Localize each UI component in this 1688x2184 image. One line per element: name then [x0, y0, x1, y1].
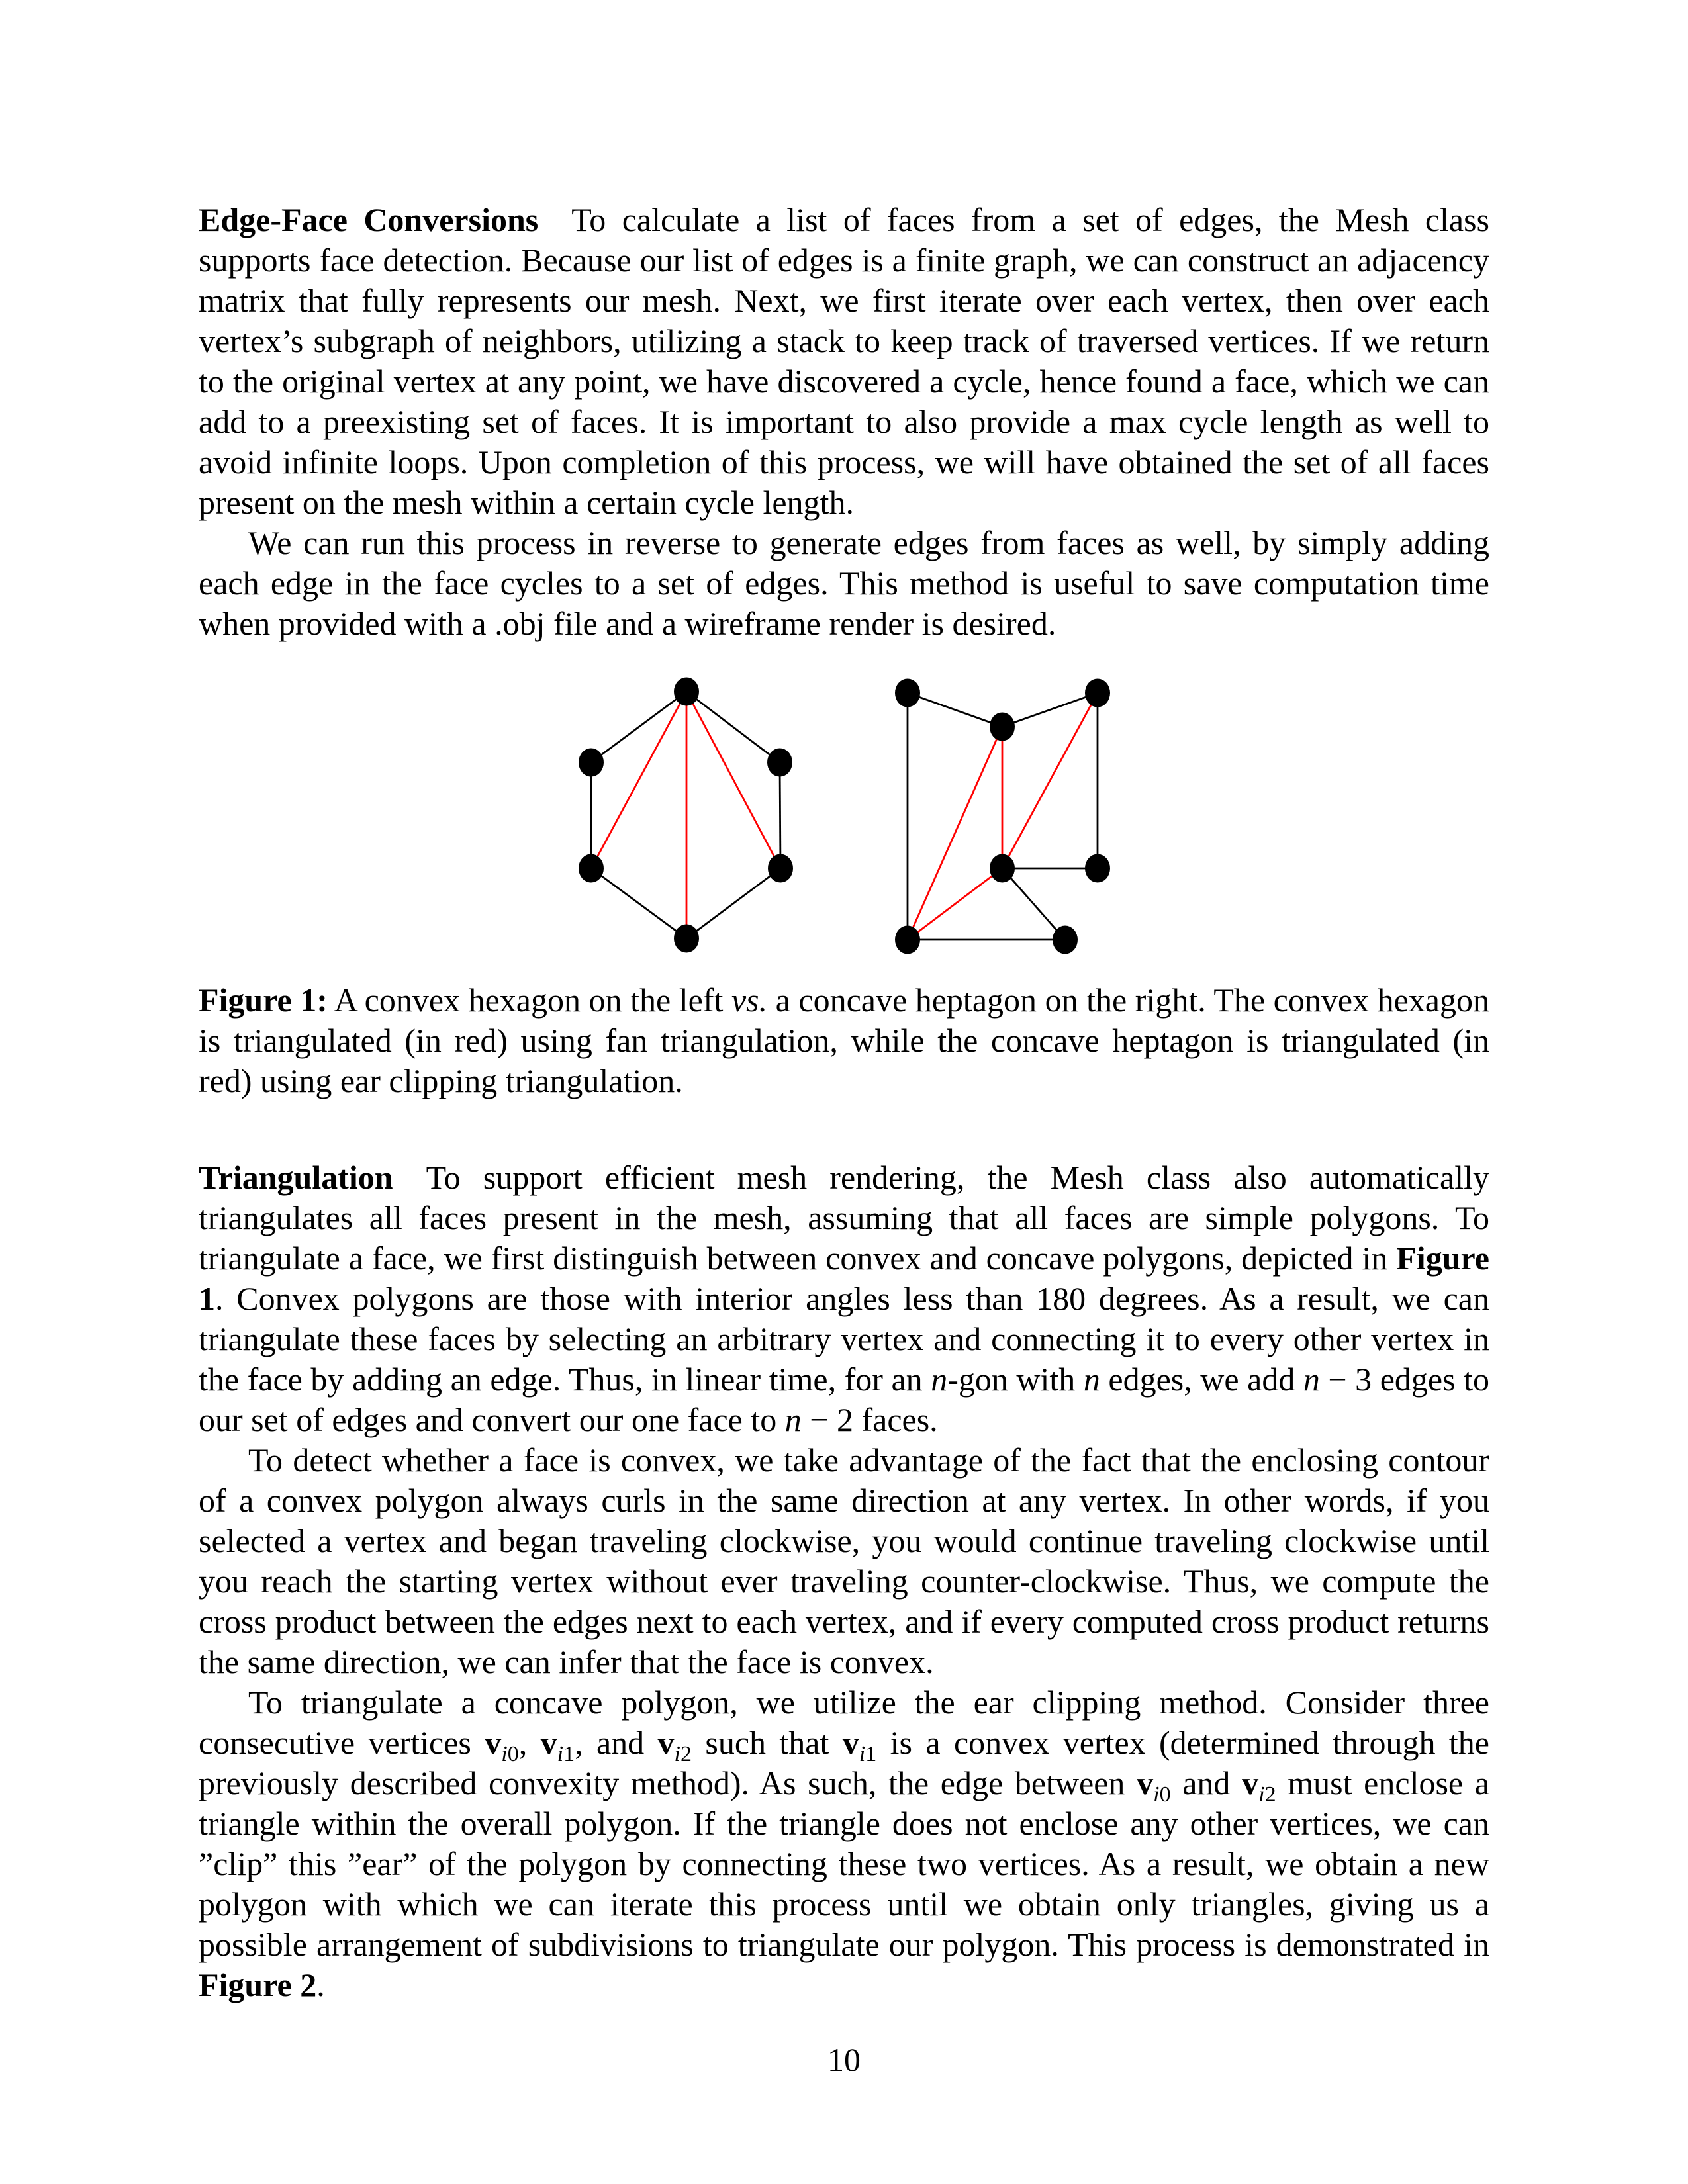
concave-heptagon-polygon-edge [1002, 868, 1065, 940]
text-run: i [1258, 1782, 1265, 1807]
text-run: v [540, 1724, 557, 1761]
text-run: i [501, 1742, 508, 1766]
text-run: i [1153, 1782, 1160, 1807]
text-run: 1 [865, 1742, 877, 1766]
figure-1 [199, 665, 1489, 966]
text-run: i [859, 1742, 866, 1766]
text-run: v [842, 1724, 859, 1761]
text-run: To calculate a list of faces from a set of edges, the Mesh class supports face detection. Because our list of edges is a finite graph, we can construct an adjacency matrix that fully represents our mesh. Next, we first iterate over each vertex, then over each vertex’s subgraph of neighbors, utilizing a stack to keep track of traversed vertices. If we return to the original vertex at any point, we have discovered a cycle, hence found a face, which we can add to a preexisting set of faces. It is important to also provide a max cycle length as well to avoid infinite loops. Upon completion of this process, we will have obtained the set of all faces present on the mesh within a certain cycle length. [199, 201, 1490, 521]
convex-hexagon-triangulation-edge [591, 692, 686, 868]
convex-hexagon-polygon-edge [686, 868, 780, 938]
concave-heptagon-vertex-top-right [1085, 679, 1110, 707]
text-run: 0 [507, 1742, 519, 1766]
text-run: . Convex polygons are those with interior angles less than 180 degrees. As a result, we can triangulate these faces by selecting an arbitrary vertex and connecting it to every other vertex in the face by adding an edge. Thus, in linear time, for an [199, 1280, 1489, 1398]
convex-hexagon-vertex-upper-left [579, 749, 604, 777]
text-run: is a convex vertex (determined through the previously described convexity method). As such, the edge between [199, 1724, 1489, 1801]
convex-hexagon-vertex-lower-left [579, 854, 604, 883]
text-run: i [674, 1742, 680, 1766]
concave-heptagon-triangulation-edge [1002, 693, 1098, 868]
concave-heptagon-polygon-edge [1002, 693, 1098, 727]
concave-heptagon-vertex-bottom-left [895, 926, 920, 954]
text-run: 0 [1159, 1782, 1171, 1807]
concave-heptagon-vertex-center [990, 854, 1015, 883]
text-run: 2 [1264, 1782, 1276, 1807]
paragraph-edge-face-conversions [199, 200, 1489, 523]
text-run: v [1242, 1764, 1259, 1801]
convex-hexagon-polygon-edge [591, 692, 686, 762]
concave-heptagon-triangulation-edge [908, 868, 1002, 940]
text-run: To support efficient mesh rendering, the Mesh class also automatically triangulates all faces present in the mesh, assuming that all faces are simple polygons. To triangulate a face, we first distinguish between convex and concave polygons, depicted in [199, 1159, 1489, 1277]
text-run: n [1083, 1361, 1100, 1398]
concave-heptagon-vertex-bottom-right [1053, 926, 1078, 954]
concave-heptagon-polygon-edge [908, 693, 1002, 727]
text-run: − 2 faces. [801, 1401, 938, 1438]
convex-hexagon-vertex-lower-right [768, 854, 793, 883]
text-run: Edge-Face Conversions [199, 201, 539, 238]
text-run: To triangulate a concave polygon, we utilize the ear clipping method. Consider three consecutive vertices [199, 1684, 1489, 1761]
text-run: v [1137, 1764, 1154, 1801]
concave-heptagon-vertex-right [1085, 854, 1110, 883]
text-run: 1 [563, 1742, 575, 1766]
text-run: A convex hexagon on the left [327, 981, 731, 1019]
text-run: We can run this process in reverse to generate edges from faces as well, by simply adding each edge in the face cycles to a set of edges. This method is useful to save computation time when provided with a .obj file and a wireframe render is desired. [199, 524, 1489, 642]
paragraph-reverse-process [199, 523, 1489, 644]
text-run: To detect whether a face is convex, we take advantage of the fact that the enclosing contour of a convex polygon always curls in the same direction at any vertex. In other words, if you selected a vertex and began traveling clockwise, you would continue traveling clockwise until you reach the starting vertex without ever traveling counter-clockwise. Thus, we compute the cross product between the edges next to each vertex, and if every computed cross product returns the same direction, we can infer that the face is convex. [199, 1441, 1489, 1680]
text-run: v [485, 1724, 502, 1761]
paragraph-triangulation [199, 1158, 1489, 1440]
text-run: n [1303, 1361, 1320, 1398]
paragraph-convexity-detection [199, 1440, 1489, 1682]
text-run: . [316, 1966, 325, 2003]
text-run: a concave heptagon on the right. The convex hexagon is triangulated (in red) using fan triangulation, while the concave heptagon is triangulated (in red) using ear clipping triangulation. [199, 981, 1489, 1099]
text-run: Figure 1 [199, 1240, 1489, 1317]
text-run: -gon with [947, 1361, 1084, 1398]
text-run: such that [691, 1724, 843, 1761]
figure-1-caption [199, 980, 1489, 1101]
text-run: must enclose a triangle within the overall polygon. If the triangle does not enclose any other vertices, we can ”clip” this ”ear” of the polygon by connecting these two vertices. As a result, we obtain a new polygon with which we can iterate this process until we obtain only triangles, giving us a possible arrangement of subdivisions to triangulate our polygon. This process is demonstrated in [199, 1764, 1489, 1963]
convex-hexagon-vertex-top [674, 678, 699, 706]
text-run: − 3 edges to our set of edges and convert our one face to [199, 1361, 1489, 1438]
concave-heptagon-vertex-top-middle [990, 713, 1015, 741]
concave-heptagon-triangulation-edge [908, 727, 1002, 940]
text-run: , [518, 1724, 541, 1761]
page-number: 10 [827, 2041, 861, 2078]
text-run: edges, we add [1100, 1361, 1303, 1398]
text-run: , and [575, 1724, 658, 1761]
text-run: Figure 1: [199, 981, 328, 1019]
convex-hexagon-polygon-edge [591, 868, 686, 938]
convex-hexagon-triangulation-edge [686, 692, 780, 868]
text-run: Triangulation [199, 1159, 393, 1196]
text-run: v [657, 1724, 675, 1761]
text-run: n [931, 1361, 948, 1398]
concave-heptagon-vertex-top-left [895, 679, 920, 707]
text-run: vs. [731, 981, 768, 1019]
text-run: n [784, 1401, 802, 1438]
text-run: Figure 2 [199, 1966, 317, 2003]
figure-1-graphic [549, 665, 1125, 966]
paragraph-ear-clipping [199, 1682, 1489, 2005]
convex-hexagon-vertex-bottom [674, 925, 699, 953]
convex-hexagon-polygon-edge [686, 692, 780, 762]
convex-hexagon-vertex-upper-right [767, 749, 792, 777]
text-run: and [1170, 1764, 1243, 1801]
text-run: i [557, 1742, 564, 1766]
text-run: 2 [680, 1742, 692, 1766]
